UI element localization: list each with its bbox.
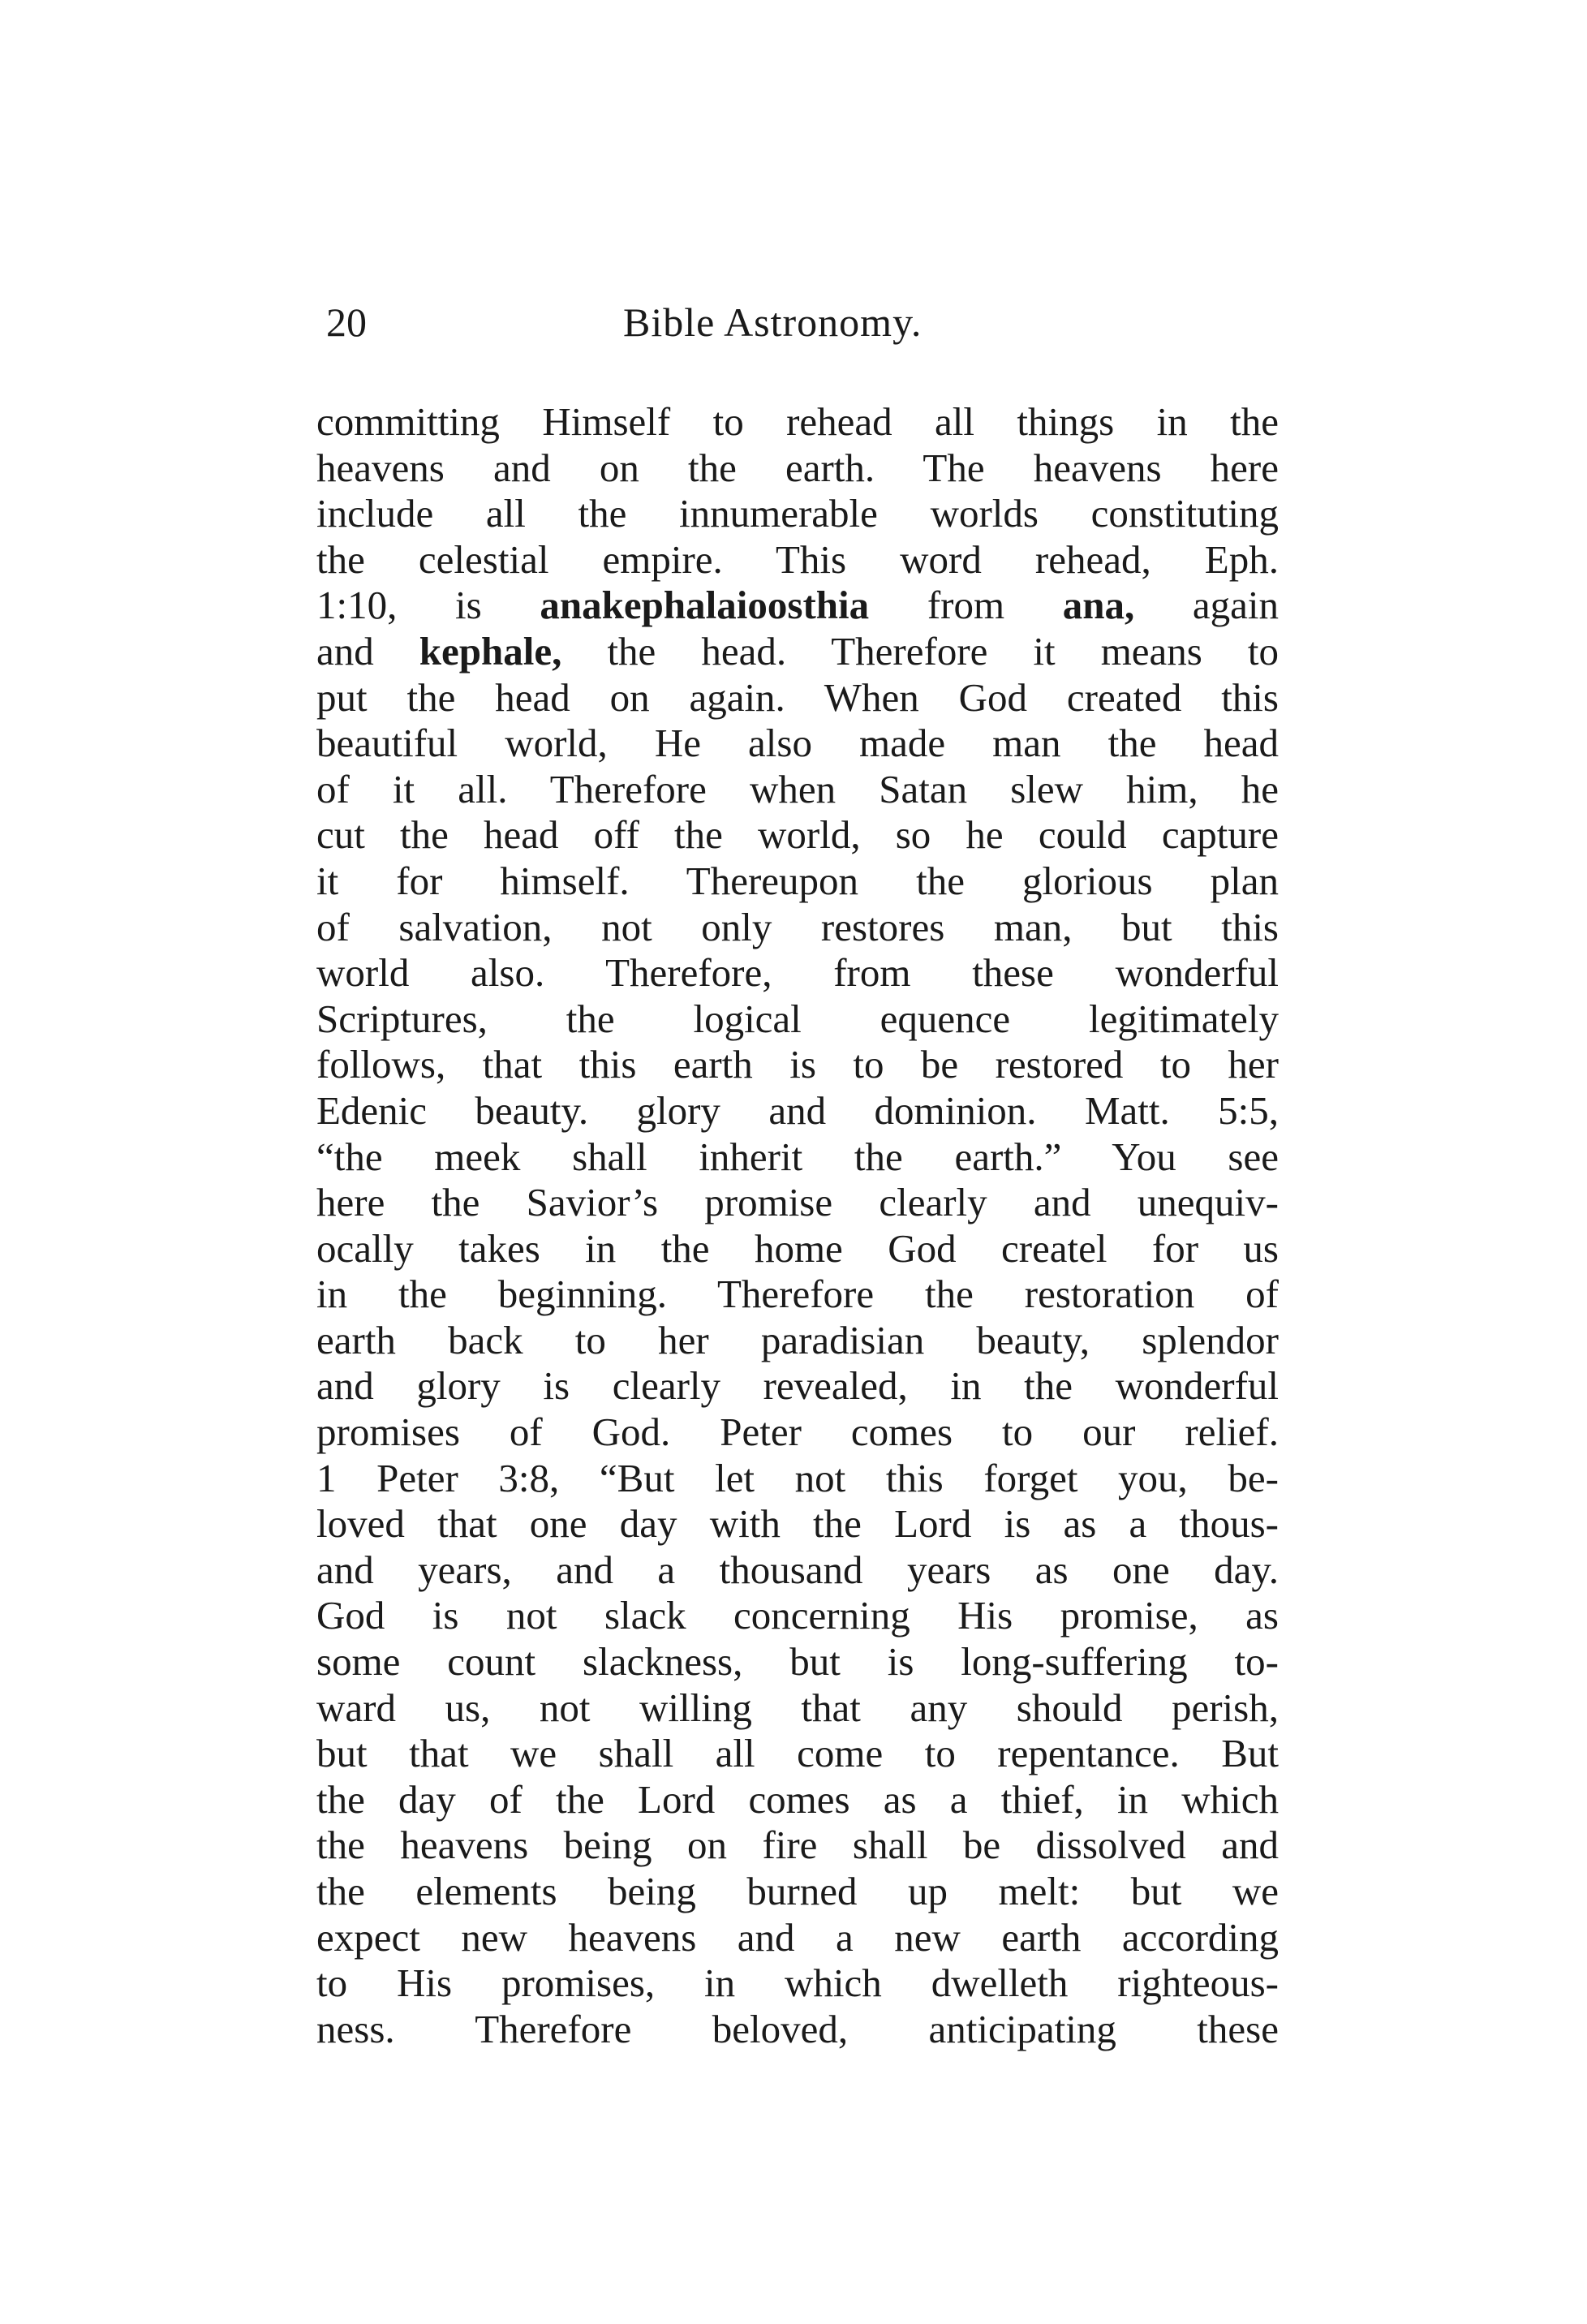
emphasized-term: anakephalaioosthia	[540, 583, 870, 628]
text-line: expect new heavens and a new earth according	[316, 1914, 1279, 1960]
text-line: to His promises, in which dwelleth righteous-	[316, 1960, 1279, 2006]
text-line: world also. Therefore, from these wonderful	[316, 950, 1279, 996]
text-line: earth back to her paradisian beauty, splendor	[316, 1317, 1279, 1362]
text-line: and kephale, the head. Therefore it means to	[316, 628, 1279, 674]
emphasized-term: ana,	[1062, 583, 1135, 628]
text-line: in the beginning. Therefore the restoration of	[316, 1272, 1279, 1317]
text-line: Edenic beauty. glory and dominion. Matt. 5:5,	[316, 1087, 1279, 1133]
emphasized-term: kephale,	[419, 628, 562, 674]
text-line: promises of God. Peter comes to our relief.	[316, 1409, 1279, 1455]
text-line: include all the innumerable worlds constituting	[316, 491, 1279, 536]
text-line: follows, that this earth is to be restored to her	[316, 1042, 1279, 1087]
page-header	[323, 294, 1271, 351]
text-line: heavens and on the earth. The heavens here	[316, 445, 1279, 490]
text-line: beautiful world, He also made man the head	[316, 721, 1279, 766]
text-line: ness. Therefore beloved, anticipating these	[316, 2006, 1279, 2051]
text-line: and years, and a thousand years as one day.	[316, 1547, 1279, 1592]
text-line: it for himself. Thereupon the glorious plan	[316, 858, 1279, 903]
text-line: loved that one day with the Lord is as a thous-	[316, 1501, 1279, 1547]
text-line: 1 Peter 3:8, “But let not this forget you, be-	[316, 1455, 1279, 1500]
running-title: Bible Astronomy.	[623, 299, 923, 345]
text-line: “the meek shall inherit the earth.” You see	[316, 1134, 1279, 1179]
text-line: God is not slack concerning His promise, as	[316, 1593, 1279, 1638]
text-line: some count slackness, but is long-suffering to-	[316, 1639, 1279, 1685]
text-line: of salvation, not only restores man, but this	[316, 904, 1279, 949]
text-line: the heavens being on fire shall be dissolved and	[316, 1823, 1279, 1868]
text-line: and glory is clearly revealed, in the wonderful	[316, 1363, 1279, 1409]
text-line: 1:10, is anakephalaioosthia from ana, again	[316, 583, 1279, 628]
text-line: cut the head off the world, so he could capture	[316, 812, 1279, 858]
text-line: Scriptures, the logical equence legitimately	[316, 996, 1279, 1041]
text-line: ward us, not willing that any should perish,	[316, 1685, 1279, 1730]
text-line: the celestial empire. This word rehead, Eph.	[316, 536, 1279, 582]
text-line: of it all. Therefore when Satan slew him, he	[316, 766, 1279, 811]
text-line: the elements being burned up melt: but we	[316, 1869, 1279, 1913]
text-line: committing Himself to rehead all things in the	[316, 399, 1279, 444]
text-line: the day of the Lord comes as a thief, in which	[316, 1776, 1279, 1822]
body-text	[316, 399, 1279, 2052]
text-line: put the head on again. When God created this	[316, 674, 1279, 720]
text-line: but that we shall all come to repentance. But	[316, 1731, 1279, 1776]
text-line: ocally takes in the home God createl for us	[316, 1225, 1279, 1271]
page-number: 20	[326, 299, 367, 345]
text-line: here the Savior’s promise clearly and unequiv-	[316, 1180, 1279, 1225]
